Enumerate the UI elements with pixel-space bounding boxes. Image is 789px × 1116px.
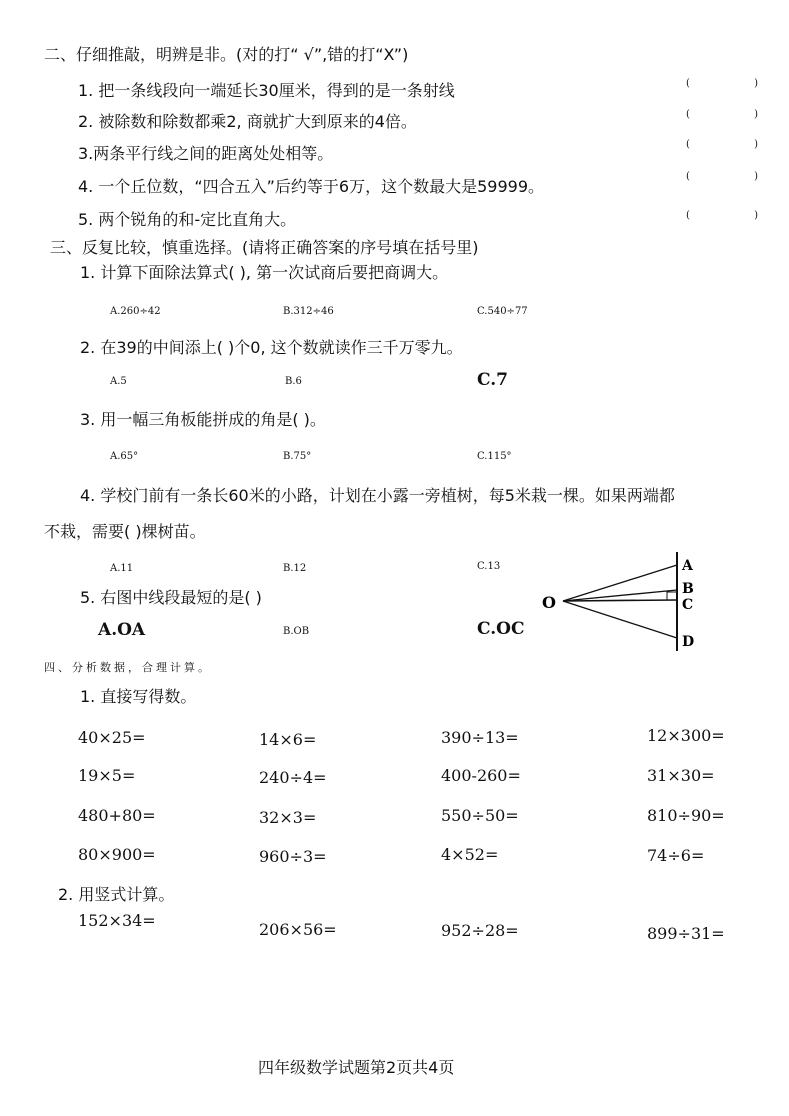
label-o: O — [542, 593, 556, 612]
q3-option-b[interactable]: B.75° — [283, 451, 312, 462]
answer-paren-2[interactable]: ( ) — [686, 109, 758, 120]
choice-question-3: 3. 用一幅三角板能拼成的角是( )。 — [80, 410, 326, 429]
calc-item: 400-260= — [441, 766, 521, 785]
figure-lines — [563, 552, 677, 651]
calc-item: 12×300= — [647, 726, 725, 745]
page-footer: 四年级数学试题第2页共4页 — [258, 1058, 455, 1077]
calc-item: 4×52= — [441, 845, 499, 864]
answer-paren-4[interactable]: ( ) — [686, 171, 758, 182]
q4-option-a[interactable]: A.11 — [110, 563, 134, 574]
q2-option-a[interactable]: A.5 — [110, 376, 127, 387]
q2-option-c[interactable]: C.7 — [477, 370, 508, 390]
section2-title: 二、仔细推敲，明辨是非。(对的打“ √”,错的打“X”) — [44, 45, 409, 64]
calc-item: 31×30= — [647, 766, 715, 785]
answer-paren-1[interactable]: ( ) — [686, 78, 758, 89]
calc-item: 240÷4= — [259, 768, 327, 787]
judge-question-4: 4. 一个丘位数，“四合五入”后约等于6万，这个数最大是59999。 — [78, 177, 545, 196]
calc-item: 480+80= — [78, 806, 156, 825]
q4-option-c[interactable]: C.13 — [477, 561, 501, 572]
calc-item: 810÷90= — [647, 806, 725, 825]
calc-item: 390÷13= — [441, 728, 519, 747]
calc-item: 19×5= — [78, 766, 136, 785]
judge-question-5: 5. 两个锐角的和-定比直角大。 — [78, 210, 297, 229]
answer-paren-5[interactable]: ( ) — [686, 210, 758, 221]
q3-option-a[interactable]: A.65° — [110, 451, 139, 462]
segment-oc — [563, 600, 677, 601]
section4-sub1: 1. 直接写得数。 — [80, 687, 197, 706]
judge-question-3: 3.两条平行线之间的距离处处相等。 — [78, 144, 334, 163]
vertical-calc-item: 206×56= — [259, 920, 337, 939]
choice-question-1: 1. 计算下面除法算式( ), 第一次试商后要把商调大。 — [80, 263, 449, 282]
q5-option-a[interactable]: A.OA — [98, 620, 146, 640]
answer-paren-3[interactable]: ( ) — [686, 139, 758, 150]
q5-option-c[interactable]: C.OC — [477, 619, 525, 639]
label-a: A — [682, 558, 693, 574]
calc-item: 80×900= — [78, 845, 156, 864]
calc-item: 960÷3= — [259, 847, 327, 866]
vertical-calc-item: 152×34= — [78, 911, 156, 930]
calc-item: 40×25= — [78, 728, 146, 747]
q3-option-c[interactable]: C.115° — [477, 451, 512, 462]
calc-item: 14×6= — [259, 730, 317, 749]
q1-option-b[interactable]: B.312÷46 — [283, 306, 334, 317]
q2-option-b[interactable]: B.6 — [285, 376, 302, 387]
judge-question-2: 2. 被除数和除数都乘2, 商就扩大到原来的4倍。 — [78, 112, 417, 131]
segment-figure — [530, 548, 720, 658]
choice-question-4-line2: 不栽，需要( )棵树苗。 — [44, 522, 206, 541]
vertical-calc-item: 899÷31= — [647, 924, 725, 943]
q1-option-a[interactable]: A.260÷42 — [110, 306, 161, 317]
segment-od — [563, 601, 677, 638]
section3-title: 三、反复比较，慎重选择。(请将正确答案的序号填在括号里) — [50, 238, 479, 257]
label-b: B — [682, 581, 694, 597]
judge-question-1: 1. 把一条线段向一端延长30厘米，得到的是一条射线 — [78, 81, 455, 100]
vertical-calc-item: 952÷28= — [441, 921, 519, 940]
choice-question-2: 2. 在39的中间添上( )个0, 这个数就读作三千万零九。 — [80, 338, 463, 357]
right-angle-mark — [667, 592, 677, 600]
q5-option-b[interactable]: B.OB — [283, 626, 310, 637]
q1-option-c[interactable]: C.540÷77 — [477, 306, 528, 317]
choice-question-5: 5. 右图中线段最短的是( ) — [80, 588, 262, 607]
calc-item: 74÷6= — [647, 846, 705, 865]
section4-sub2: 2. 用竖式计算。 — [58, 885, 175, 904]
label-d: D — [682, 634, 695, 650]
calc-item: 32×3= — [259, 808, 317, 827]
choice-question-4-line1: 4. 学校门前有一条长60米的小路，计划在小露一旁植树，每5米栽一棵。如果两端都 — [80, 486, 675, 505]
section4-title: 四、分析数据，合理计算。 — [44, 661, 212, 674]
label-c: C — [682, 597, 694, 613]
calc-item: 550÷50= — [441, 806, 519, 825]
q4-option-b[interactable]: B.12 — [283, 563, 307, 574]
